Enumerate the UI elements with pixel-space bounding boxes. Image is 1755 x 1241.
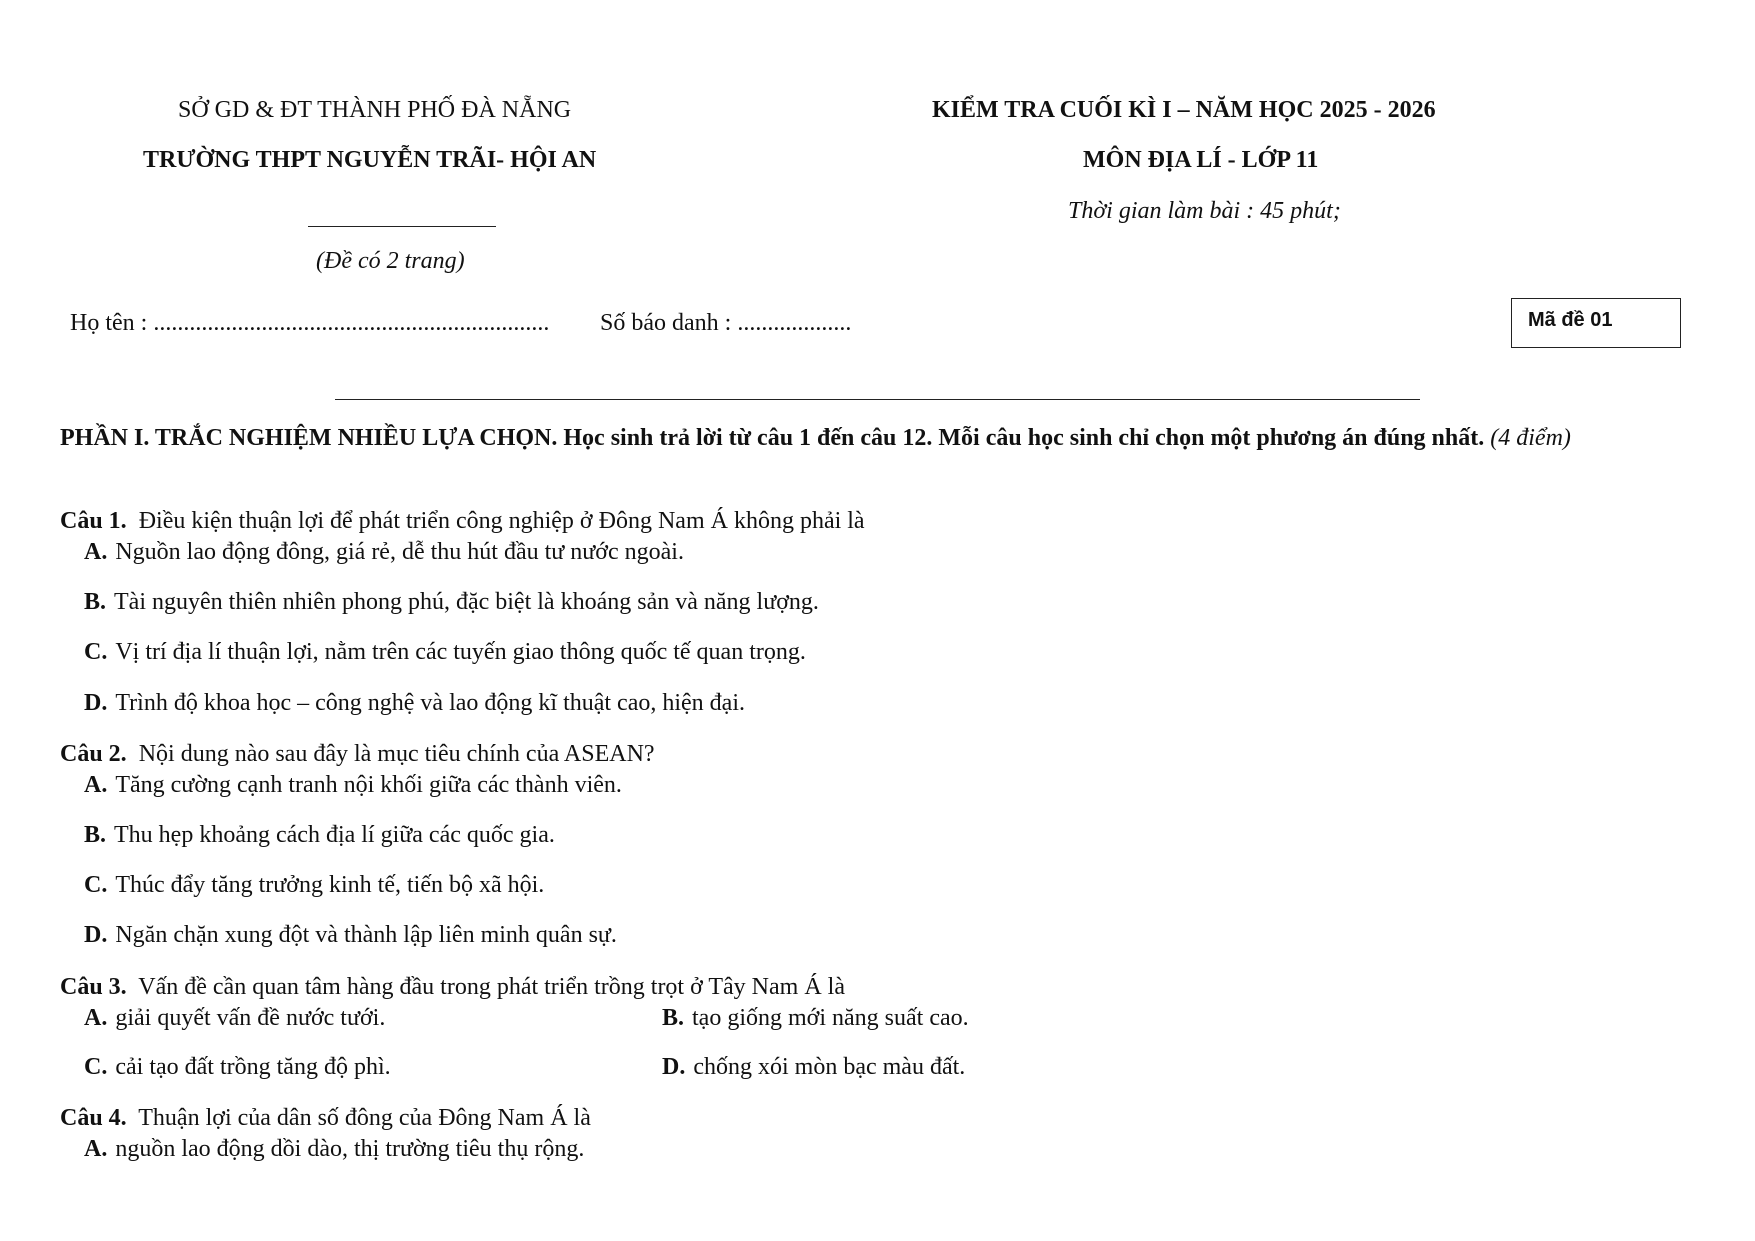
question-2-option-a — [84, 772, 622, 799]
option-label: D. — [662, 1054, 686, 1080]
option-label: D. — [84, 690, 108, 716]
option-label: C. — [84, 639, 108, 665]
question-label: Câu 3. — [60, 974, 127, 1000]
option-text: Thúc đẩy tăng trưởng kinh tế, tiến bộ xã hội. — [115, 872, 545, 898]
question-2-option-b — [84, 822, 555, 849]
exam-time: Thời gian làm bài : 45 phút; — [1068, 198, 1341, 224]
option-label: C. — [84, 1054, 108, 1080]
question-3-option-b — [662, 1005, 969, 1032]
option-label: A. — [84, 1005, 108, 1031]
option-text: giải quyết vấn đề nước tưới. — [115, 1005, 386, 1031]
question-text: Vấn đề cần quan tâm hàng đầu trong phát triển trồng trọt ở Tây Nam Á là — [138, 974, 845, 1000]
option-text: Thu hẹp khoảng cách địa lí giữa các quốc gia. — [114, 822, 555, 848]
question-1 — [60, 508, 865, 535]
option-label: C. — [84, 872, 108, 898]
question-1-option-c — [84, 639, 806, 666]
option-text: Nguồn lao động đông, giá rẻ, dễ thu hút đầu tư nước ngoài. — [115, 539, 684, 565]
department-name: SỞ GD & ĐT THÀNH PHỐ ĐÀ NẴNG — [178, 97, 572, 123]
school-name: TRƯỜNG THPT NGUYỄN TRÃI- HỘI AN — [143, 147, 597, 173]
option-label: B. — [662, 1005, 685, 1031]
option-label: B. — [84, 822, 107, 848]
question-2-option-d — [84, 922, 617, 949]
subject-title: MÔN ĐỊA LÍ - LỚP 11 — [1083, 147, 1319, 173]
question-label: Câu 1. — [60, 508, 127, 534]
option-text: Ngăn chặn xung đột và thành lập liên minh quân sự. — [115, 922, 617, 948]
question-3-option-d — [662, 1054, 965, 1081]
option-text: Vị trí địa lí thuận lợi, nằm trên các tuyến giao thông quốc tế quan trọng. — [115, 639, 806, 665]
option-label: B. — [84, 589, 107, 615]
question-3 — [60, 974, 845, 1001]
question-4-option-a — [84, 1136, 584, 1163]
question-2-option-c — [84, 872, 544, 899]
question-1-option-a — [84, 539, 684, 566]
option-label: A. — [84, 1136, 108, 1162]
part-score: (4 điểm) — [1490, 425, 1571, 451]
header-divider-short — [308, 226, 496, 227]
question-text: Điều kiện thuận lợi để phát triển công nghiệp ở Đông Nam Á không phải là — [138, 508, 865, 534]
question-2 — [60, 741, 655, 768]
question-3-option-a — [84, 1005, 385, 1032]
question-3-option-c — [84, 1054, 391, 1081]
pages-note: (Đề có 2 trang) — [316, 248, 465, 274]
part-heading — [60, 420, 1710, 456]
exam-code: Mã đề 01 — [1528, 309, 1613, 331]
part-title: PHẦN I. TRẮC NGHIỆM NHIỀU LỰA CHỌN. Học sinh trả lời từ câu 1 đến câu 12. Mỗi câu học sinh chỉ chọn một phương án đúng nhất. — [60, 425, 1485, 451]
question-4 — [60, 1105, 591, 1132]
exam-code-box — [1511, 298, 1681, 348]
question-1-option-b — [84, 589, 819, 616]
option-text: Trình độ khoa học – công nghệ và lao động kĩ thuật cao, hiện đại. — [115, 690, 746, 716]
student-id-field: Số báo danh : ................... — [600, 310, 852, 336]
question-label: Câu 4. — [60, 1105, 127, 1131]
option-text: tạo giống mới năng suất cao. — [692, 1005, 969, 1031]
question-label: Câu 2. — [60, 741, 127, 767]
question-text: Nội dung nào sau đây là mục tiêu chính của ASEAN? — [138, 741, 655, 767]
option-label: A. — [84, 772, 108, 798]
question-1-option-d — [84, 690, 745, 717]
student-name-field: Họ tên : .................................................................. — [70, 310, 550, 336]
option-label: D. — [84, 922, 108, 948]
option-text: chống xói mòn bạc màu đất. — [693, 1054, 966, 1080]
option-text: Tài nguyên thiên nhiên phong phú, đặc biệt là khoáng sản và năng lượng. — [114, 589, 819, 615]
option-text: cải tạo đất trồng tăng độ phì. — [115, 1054, 391, 1080]
option-label: A. — [84, 539, 108, 565]
header-divider-long — [335, 399, 1420, 400]
option-text: nguồn lao động dồi dào, thị trường tiêu thụ rộng. — [115, 1136, 585, 1162]
question-text: Thuận lợi của dân số đông của Đông Nam Á là — [138, 1105, 591, 1131]
exam-title: KIỂM TRA CUỐI KÌ I – NĂM HỌC 2025 - 2026 — [932, 97, 1436, 123]
option-text: Tăng cường cạnh tranh nội khối giữa các thành viên. — [115, 772, 622, 798]
